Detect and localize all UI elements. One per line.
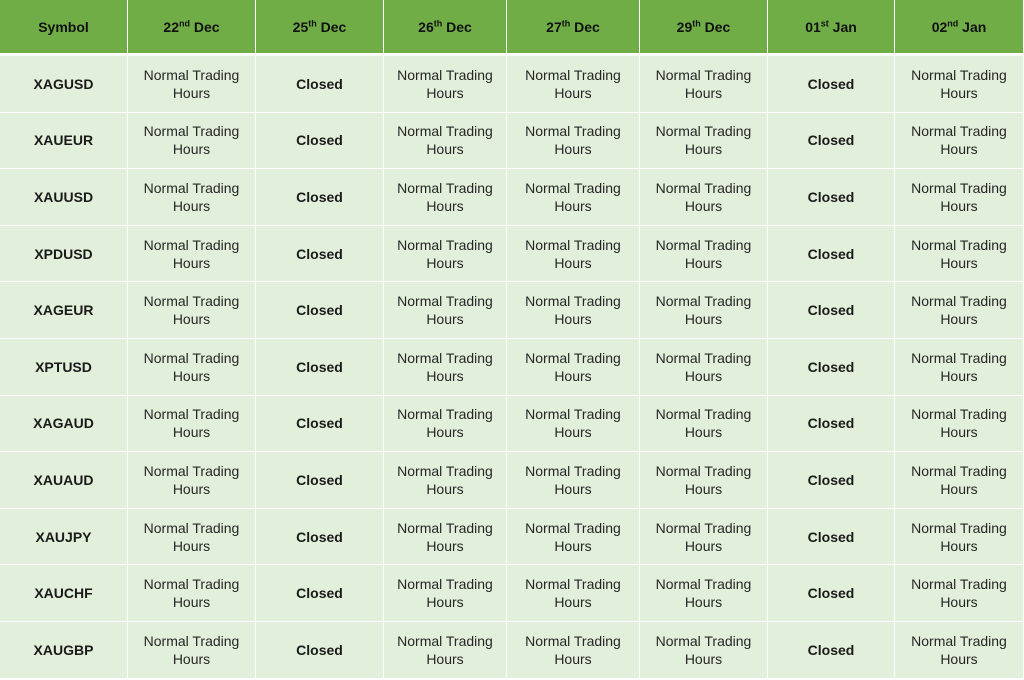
- status-normal-trading: Normal Trading Hours: [640, 565, 768, 622]
- header-day-suffix: th: [433, 17, 443, 28]
- status-normal-trading: Normal Trading Hours: [895, 226, 1024, 283]
- status-normal-trading: Normal Trading Hours: [640, 339, 768, 396]
- status-normal-trading: Normal Trading Hours: [895, 452, 1024, 509]
- header-date-6: [895, 0, 1024, 56]
- status-closed: Closed: [256, 282, 384, 339]
- row-symbol: XAGAUD: [0, 396, 128, 453]
- header-day: 25: [292, 18, 309, 35]
- status-closed: Closed: [768, 622, 895, 679]
- status-closed: Closed: [256, 452, 384, 509]
- status-closed: Closed: [256, 113, 384, 170]
- status-normal-trading: Normal Trading Hours: [507, 452, 640, 509]
- header-date-label: [546, 18, 600, 36]
- status-closed: Closed: [256, 622, 384, 679]
- status-normal-trading: Normal Trading Hours: [895, 565, 1024, 622]
- header-day-suffix: th: [692, 17, 701, 28]
- header-day: 22: [163, 18, 179, 35]
- row-symbol: XAGEUR: [0, 282, 128, 339]
- header-day-suffix: nd: [179, 17, 190, 28]
- status-normal-trading: Normal Trading Hours: [640, 622, 768, 679]
- status-closed: Closed: [256, 396, 384, 453]
- status-normal-trading: Normal Trading Hours: [507, 565, 640, 622]
- status-closed: Closed: [768, 452, 895, 509]
- status-normal-trading: Normal Trading Hours: [384, 452, 507, 509]
- status-closed: Closed: [256, 169, 384, 226]
- header-month: Dec: [704, 18, 731, 35]
- status-closed: Closed: [256, 56, 384, 113]
- header-month: Jan: [962, 18, 987, 35]
- status-closed: Closed: [768, 113, 895, 170]
- status-normal-trading: Normal Trading Hours: [640, 452, 768, 509]
- status-normal-trading: Normal Trading Hours: [507, 113, 640, 170]
- status-normal-trading: Normal Trading Hours: [895, 113, 1024, 170]
- status-normal-trading: Normal Trading Hours: [895, 509, 1024, 566]
- status-normal-trading: Normal Trading Hours: [128, 622, 256, 679]
- status-normal-trading: Normal Trading Hours: [640, 169, 768, 226]
- status-normal-trading: Normal Trading Hours: [507, 56, 640, 113]
- status-normal-trading: Normal Trading Hours: [384, 169, 507, 226]
- header-date-5: [768, 0, 895, 56]
- status-closed: Closed: [768, 56, 895, 113]
- status-closed: Closed: [768, 565, 895, 622]
- status-normal-trading: Normal Trading Hours: [128, 282, 256, 339]
- status-normal-trading: Normal Trading Hours: [128, 56, 256, 113]
- status-normal-trading: Normal Trading Hours: [384, 282, 507, 339]
- status-normal-trading: Normal Trading Hours: [384, 622, 507, 679]
- header-date-0: [128, 0, 256, 56]
- row-symbol: XAUAUD: [0, 452, 128, 509]
- header-day: 27: [546, 18, 562, 35]
- status-normal-trading: Normal Trading Hours: [895, 339, 1024, 396]
- status-normal-trading: Normal Trading Hours: [128, 169, 256, 226]
- header-date-label: [677, 18, 731, 36]
- row-symbol: XAUJPY: [0, 509, 128, 566]
- header-date-label: [805, 18, 857, 36]
- header-day-suffix: th: [561, 17, 571, 28]
- row-symbol: XPTUSD: [0, 339, 128, 396]
- header-symbol: [0, 0, 128, 56]
- row-symbol: XAUEUR: [0, 113, 128, 170]
- status-closed: Closed: [256, 339, 384, 396]
- status-closed: Closed: [768, 396, 895, 453]
- status-normal-trading: Normal Trading Hours: [507, 622, 640, 679]
- status-normal-trading: Normal Trading Hours: [640, 56, 768, 113]
- status-normal-trading: Normal Trading Hours: [384, 56, 507, 113]
- status-normal-trading: Normal Trading Hours: [895, 396, 1024, 453]
- row-symbol: XAUUSD: [0, 169, 128, 226]
- header-day: 01: [805, 18, 821, 35]
- header-date-4: [640, 0, 768, 56]
- status-closed: Closed: [768, 339, 895, 396]
- status-normal-trading: Normal Trading Hours: [384, 339, 507, 396]
- status-normal-trading: Normal Trading Hours: [384, 509, 507, 566]
- status-normal-trading: Normal Trading Hours: [640, 509, 768, 566]
- status-normal-trading: Normal Trading Hours: [128, 113, 256, 170]
- header-month: Dec: [574, 18, 600, 35]
- header-day-suffix: nd: [947, 17, 959, 28]
- status-normal-trading: Normal Trading Hours: [640, 282, 768, 339]
- status-normal-trading: Normal Trading Hours: [507, 396, 640, 453]
- status-normal-trading: Normal Trading Hours: [128, 452, 256, 509]
- row-symbol: XPDUSD: [0, 226, 128, 283]
- header-day-suffix: st: [820, 17, 829, 28]
- status-normal-trading: Normal Trading Hours: [384, 396, 507, 453]
- header-month: Dec: [446, 18, 472, 35]
- status-normal-trading: Normal Trading Hours: [507, 226, 640, 283]
- header-symbol-label: Symbol: [38, 18, 89, 35]
- status-normal-trading: Normal Trading Hours: [384, 113, 507, 170]
- status-normal-trading: Normal Trading Hours: [895, 169, 1024, 226]
- status-normal-trading: Normal Trading Hours: [384, 226, 507, 283]
- status-normal-trading: Normal Trading Hours: [640, 226, 768, 283]
- status-closed: Closed: [768, 282, 895, 339]
- status-normal-trading: Normal Trading Hours: [128, 565, 256, 622]
- status-closed: Closed: [768, 169, 895, 226]
- row-symbol: XAGUSD: [0, 56, 128, 113]
- status-normal-trading: Normal Trading Hours: [640, 113, 768, 170]
- status-normal-trading: Normal Trading Hours: [895, 622, 1024, 679]
- header-date-label: [932, 18, 987, 36]
- header-month: Dec: [193, 18, 220, 35]
- status-normal-trading: Normal Trading Hours: [128, 339, 256, 396]
- status-normal-trading: Normal Trading Hours: [507, 169, 640, 226]
- status-normal-trading: Normal Trading Hours: [640, 396, 768, 453]
- status-normal-trading: Normal Trading Hours: [128, 509, 256, 566]
- header-date-1: [256, 0, 384, 56]
- header-date-label: [418, 18, 472, 36]
- row-symbol: XAUGBP: [0, 622, 128, 679]
- header-day: 26: [418, 18, 434, 35]
- header-day: 02: [931, 18, 948, 35]
- status-closed: Closed: [256, 565, 384, 622]
- status-closed: Closed: [768, 226, 895, 283]
- header-month: Dec: [320, 18, 347, 35]
- status-closed: Closed: [256, 226, 384, 283]
- header-day-suffix: th: [308, 17, 317, 28]
- header-date-2: [384, 0, 507, 56]
- status-normal-trading: Normal Trading Hours: [507, 282, 640, 339]
- header-date-3: [507, 0, 640, 56]
- status-normal-trading: Normal Trading Hours: [507, 339, 640, 396]
- status-normal-trading: Normal Trading Hours: [895, 56, 1024, 113]
- header-month: Jan: [832, 18, 857, 35]
- status-closed: Closed: [256, 509, 384, 566]
- status-normal-trading: Normal Trading Hours: [895, 282, 1024, 339]
- status-normal-trading: Normal Trading Hours: [128, 396, 256, 453]
- header-date-label: [293, 18, 347, 36]
- header-date-label: [163, 18, 219, 36]
- row-symbol: XAUCHF: [0, 565, 128, 622]
- status-closed: Closed: [768, 509, 895, 566]
- status-normal-trading: Normal Trading Hours: [507, 509, 640, 566]
- header-day: 29: [676, 18, 693, 35]
- status-normal-trading: Normal Trading Hours: [128, 226, 256, 283]
- status-normal-trading: Normal Trading Hours: [384, 565, 507, 622]
